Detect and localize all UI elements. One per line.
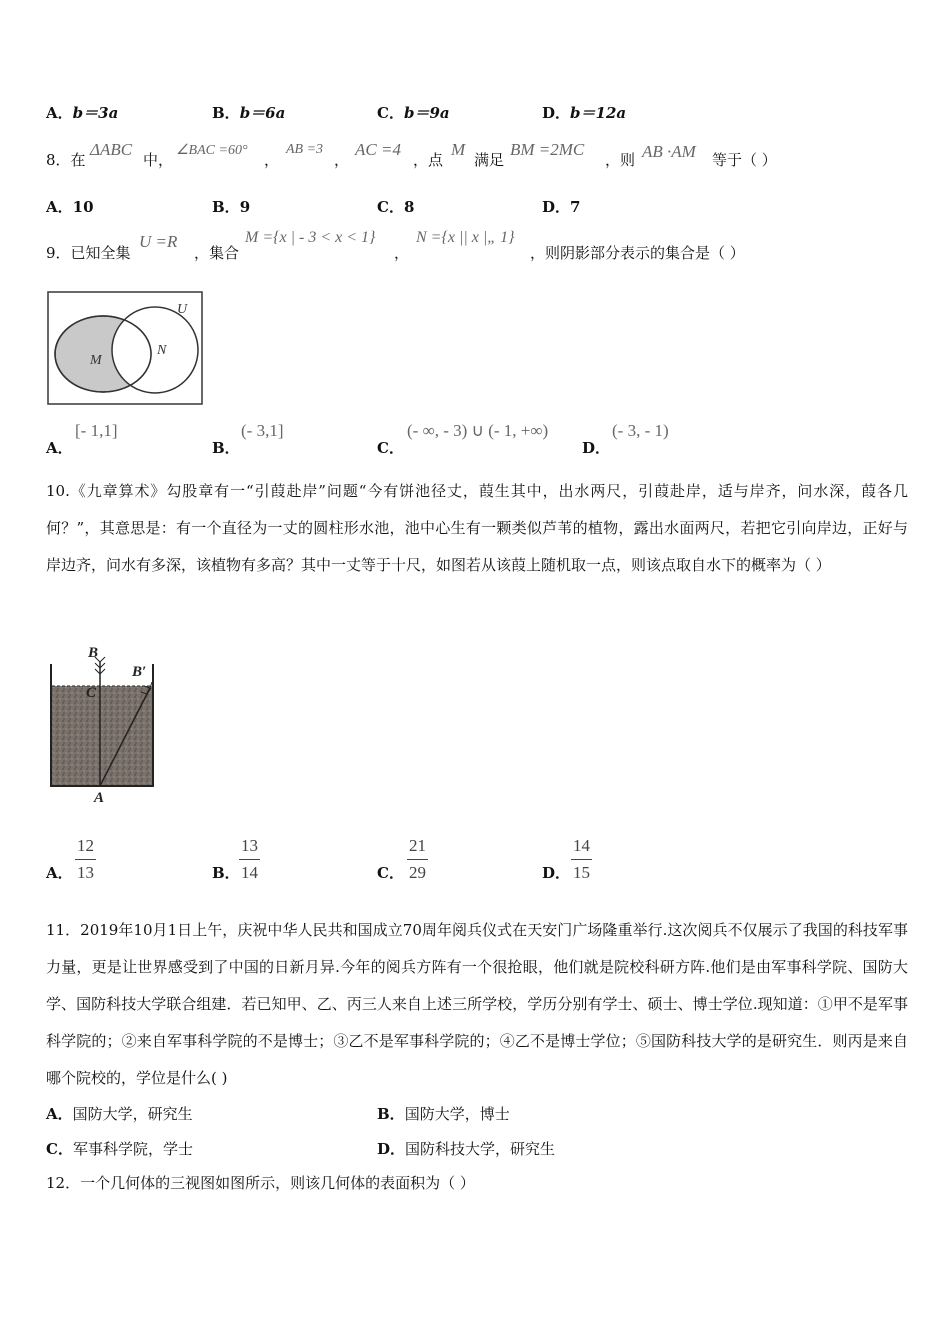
option-label: D． (542, 104, 571, 122)
q9-text: ，集合 (194, 244, 240, 262)
label-c: C (86, 685, 97, 701)
q8-text: ，点 (413, 151, 444, 169)
option-label: D． (542, 864, 571, 882)
q9-set-n: N ={x || x |„ 1} (416, 229, 515, 246)
q9-text: ，则阴影部分表示的集合是（ ） (530, 244, 745, 262)
q9-universe: U =R (139, 232, 178, 251)
option-label: C． (377, 104, 404, 122)
option-label: D． (542, 198, 571, 216)
q7-option-a[interactable] (46, 102, 118, 123)
numerator: 14 (571, 836, 592, 860)
venn-diagram (46, 288, 206, 408)
option-label: A． (46, 864, 73, 882)
q8-m: M (451, 140, 466, 159)
q8-ab: AB =3 (286, 142, 324, 157)
venn-label-m: M (90, 353, 102, 368)
option-value: 8 (403, 198, 415, 216)
q7-option-b[interactable] (212, 102, 285, 123)
q9-text: 9．已知全集 (46, 244, 131, 262)
option-label: A． (46, 104, 73, 122)
q8-ac: AC =4 (355, 140, 401, 159)
denominator: 13 (77, 863, 94, 882)
numerator: 21 (407, 836, 428, 860)
option-value: [- 1,1] (75, 421, 118, 440)
water-body (52, 686, 152, 786)
option-value: 国防大学，博士 (404, 1105, 510, 1123)
option-label: B． (212, 104, 240, 122)
denominator: 15 (573, 863, 590, 882)
option-label: A． (46, 439, 73, 457)
option-label: C． (377, 198, 404, 216)
option-value: 军事科学院，学士 (72, 1140, 193, 1158)
fraction (75, 836, 96, 883)
venn-label-u: U (177, 302, 188, 317)
q8-text: ，则 (605, 151, 636, 169)
q8-text: 中， (143, 151, 174, 169)
q10-stem: 10.《九章算术》勾股章有一“引葭赴岸”问题“今有饼池径丈，葭生其中，出水两尺，引葭赴岸，适与岸齐，问水深，葭各几何？”，其意思是：有一个直径为一丈的圆柱形水池，池中心生有一颗类似芦苇的植物，露出水面两尺，若把它引向岸边，正好与岸边齐，问水有多深，该植物有多高？其中一丈等于十尺，如图若从该葭上随机取一点，则该点取自水下的概率为（ ） (46, 482, 908, 574)
option-label: C． (377, 864, 404, 882)
q11-option-a[interactable] (46, 1103, 193, 1124)
q8-dot: AB ·AM (642, 142, 696, 161)
q9-set-m: M ={x | - 3 < x < 1} (245, 229, 376, 246)
q8-bm: BM =2MC (510, 140, 585, 159)
q8-text: 满足 (474, 151, 505, 169)
denominator: 29 (409, 863, 426, 882)
option-value: (- 3, - 1) (612, 421, 669, 440)
label-b: B (88, 645, 99, 661)
label-b-prime: B′ (132, 664, 147, 680)
q7-option-d[interactable] (542, 102, 626, 123)
q12-stem: 12．一个几何体的三视图如图所示，则该几何体的表面积为（ ） (46, 1174, 475, 1192)
option-label: D． (582, 439, 611, 457)
option-label: A． (46, 1105, 73, 1123)
option-label: B． (377, 1105, 405, 1123)
option-label: B． (212, 439, 240, 457)
q11-option-c[interactable] (46, 1138, 193, 1159)
q8-comma: ， (334, 151, 350, 169)
option-value: (- ∞, - 3) ∪ (- 1, +∞) (407, 421, 549, 440)
numerator: 13 (239, 836, 260, 860)
option-value: (- 3,1] (241, 421, 284, 440)
q8-text: 等于（ ） (712, 151, 777, 169)
option-expr: b＝9a (403, 104, 450, 122)
option-label: D． (377, 1140, 406, 1158)
q8-number: 8．在 (46, 151, 86, 169)
option-label: B． (212, 864, 240, 882)
denominator: 14 (241, 863, 258, 882)
q8-option-d[interactable] (542, 196, 580, 217)
q8-comma: ， (264, 151, 280, 169)
q11-option-d[interactable] (377, 1138, 555, 1159)
fraction (239, 836, 260, 883)
q11-stem: 11．2019年10月1日上午，庆祝中华人民共和国成立70周年阅兵仪式在天安门广场隆重举行.这次阅兵不仅展示了我国的科技军事力量，更是让世界感受到了中国的日新月异.今年的阅兵方阵有一个很抢眼，他们就是院校科研方阵.他们是由军事科学院、国防大学、国防科技大学联合组建．若已知甲、乙、丙三人来自上述三所学校，学历分别有学士、硕士、博士学位.现知道：①甲不是军事科学院的；②来自军事科学院的不是博士；③乙不是军事科学院的；④乙不是博士学位；⑤国防科技大学的是研究生．则丙是来自哪个院校的，学位是什么( ) (46, 921, 908, 1087)
fraction (571, 836, 592, 883)
label-a: A (94, 790, 105, 806)
fraction (407, 836, 428, 883)
option-value: 国防科技大学，研究生 (405, 1140, 556, 1158)
option-expr: b＝3a (72, 104, 119, 122)
q8-angle: ∠BAC =60° (176, 143, 248, 158)
option-label: A． (46, 198, 73, 216)
numerator: 12 (75, 836, 96, 860)
option-value: 9 (239, 198, 251, 216)
option-value: 10 (72, 198, 94, 216)
option-value: 国防大学，研究生 (72, 1105, 193, 1123)
q8-triangle: ΔABC (90, 140, 133, 159)
q8-option-c[interactable] (377, 196, 414, 217)
q8-option-a[interactable] (46, 196, 94, 217)
option-expr: b＝6a (239, 104, 286, 122)
q8-option-b[interactable] (212, 196, 250, 217)
option-label: C． (377, 439, 404, 457)
venn-label-n: N (157, 343, 167, 358)
option-label: B． (212, 198, 240, 216)
pond-figure (44, 642, 169, 807)
q7-option-c[interactable] (377, 102, 450, 123)
q11-option-b[interactable] (377, 1103, 510, 1124)
option-label: C． (46, 1140, 73, 1158)
option-value: 7 (570, 198, 581, 216)
q9-comma: ， (394, 244, 410, 262)
option-expr: b＝12a (570, 104, 627, 122)
